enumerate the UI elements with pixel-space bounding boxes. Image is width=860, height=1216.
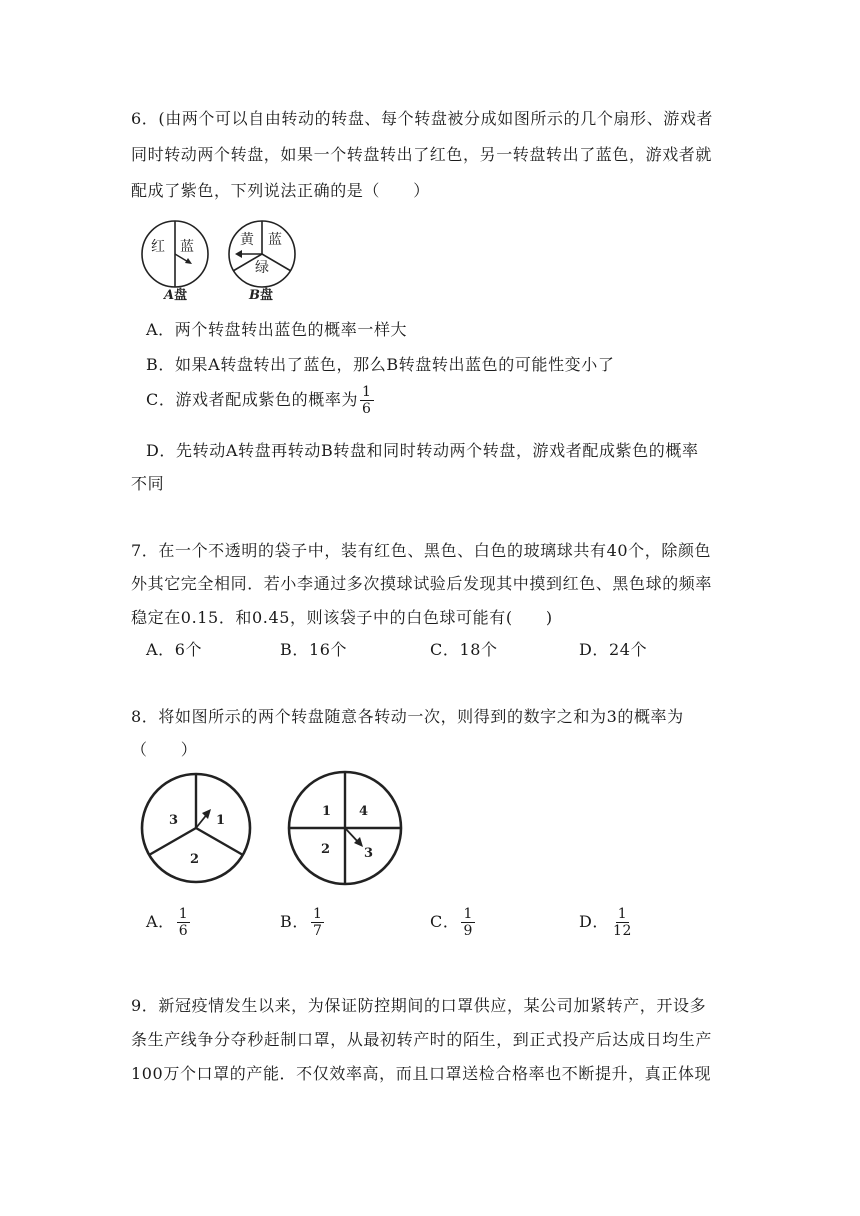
spinner-b-yellow-label: 黄 <box>240 232 254 248</box>
q7-line-1: 7．在一个不透明的袋子中，装有红色、黑色、白色的玻璃球共有40个，除颜色 <box>131 541 712 560</box>
q7-line-3: 稳定在0.15．和0.45，则该袋子中的白色球可能有( ) <box>131 608 553 627</box>
q6-option-d-line-1: D．先转动A转盘再转动B转盘和同时转动两个转盘，游戏者配成紫色的概率 <box>146 441 699 460</box>
q6-option-c-text: C．游戏者配成紫色的概率为 <box>146 390 359 409</box>
q8-spinner-figure <box>130 765 420 890</box>
q8-line-2: （ ） <box>131 740 198 759</box>
spinner-1-label-3: 3 <box>169 813 179 828</box>
q8-option-c: C． $\frac{1}{9}$ <box>430 906 473 939</box>
q8-option-d: D． $\frac{1}{12}$ <box>579 906 633 939</box>
spinner-2-label-4: 4 <box>359 804 369 819</box>
q6-option-d-line-2: 不同 <box>131 474 165 493</box>
spinner-a-red-label: 红 <box>151 239 165 255</box>
q6-option-a: A．两个转盘转出蓝色的概率一样大 <box>146 320 408 339</box>
q8-option-a-fraction: $\frac{1}{6}$ <box>178 906 189 939</box>
q7-option-a: A．6个 <box>146 640 203 659</box>
q7-option-c: C．18个 <box>430 640 498 659</box>
q6-spinner-figure <box>135 214 335 304</box>
q9-line-1: 9．新冠疫情发生以来，为保证防控期间的口罩供应，某公司加紧转产，开设多 <box>131 996 707 1015</box>
q7-option-b: B．16个 <box>280 640 348 659</box>
spinner-b <box>229 221 295 303</box>
spinner-1 <box>142 774 250 882</box>
q8-line-1: 8．将如图所示的两个转盘随意各转动一次，则得到的数字之和为3的概率为 <box>131 707 684 726</box>
spinner-b-blue-label: 蓝 <box>268 232 282 248</box>
spinner-2-label-3: 3 <box>364 846 374 861</box>
spinner-b-green-label: 绿 <box>255 260 269 276</box>
spinner-b-caption: B盘 <box>249 288 274 303</box>
q6-line-3: 配成了紫色，下列说法正确的是（ ） <box>131 181 430 200</box>
spinner-2-label-1: 1 <box>322 804 332 819</box>
q7-line-2: 外其它完全相同．若小李通过多次摸球试验后发现其中摸到红色、黑色球的频率 <box>131 574 713 593</box>
q6-line-1: 6．(由两个可以自由转动的转盘、每个转盘被分成如图所示的几个扇形、游戏者 <box>131 109 714 128</box>
q6-line-2: 同时转动两个转盘，如果一个转盘转出了红色，另一转盘转出了蓝色，游戏者就 <box>131 145 713 164</box>
q6-option-c <box>146 384 374 417</box>
spinner-2-label-2: 2 <box>321 842 331 857</box>
q8-option-d-fraction: $\frac{1}{12}$ <box>613 906 633 939</box>
q8-option-b-fraction: $\frac{1}{7}$ <box>312 906 323 939</box>
spinner-a-blue-label: 蓝 <box>180 239 194 255</box>
q7-option-d: D．24个 <box>579 640 648 659</box>
q8-option-a: A． $\frac{1}{6}$ <box>146 906 189 939</box>
spinner-2 <box>289 772 401 884</box>
spinner-a <box>142 221 208 303</box>
q8-option-b: B． $\frac{1}{7}$ <box>280 906 323 939</box>
q8-option-c-fraction: $\frac{1}{9}$ <box>463 906 473 939</box>
spinner-a-caption: A盘 <box>164 288 188 303</box>
q6-option-b: B．如果A转盘转出了蓝色，那么B转盘转出蓝色的可能性变小了 <box>146 355 615 374</box>
spinner-1-label-1: 1 <box>216 813 226 828</box>
q6-option-c-fraction: $\frac{1}{6}$ <box>362 384 372 417</box>
spinner-1-label-2: 2 <box>190 852 200 867</box>
q9-line-3: 100万个口罩的产能．不仅效率高，而且口罩送检合格率也不断提升，真正体现 <box>131 1064 712 1083</box>
q9-line-2: 条生产线争分夺秒赶制口罩，从最初转产时的陌生，到正式投产后达成日均生产 <box>131 1030 713 1049</box>
